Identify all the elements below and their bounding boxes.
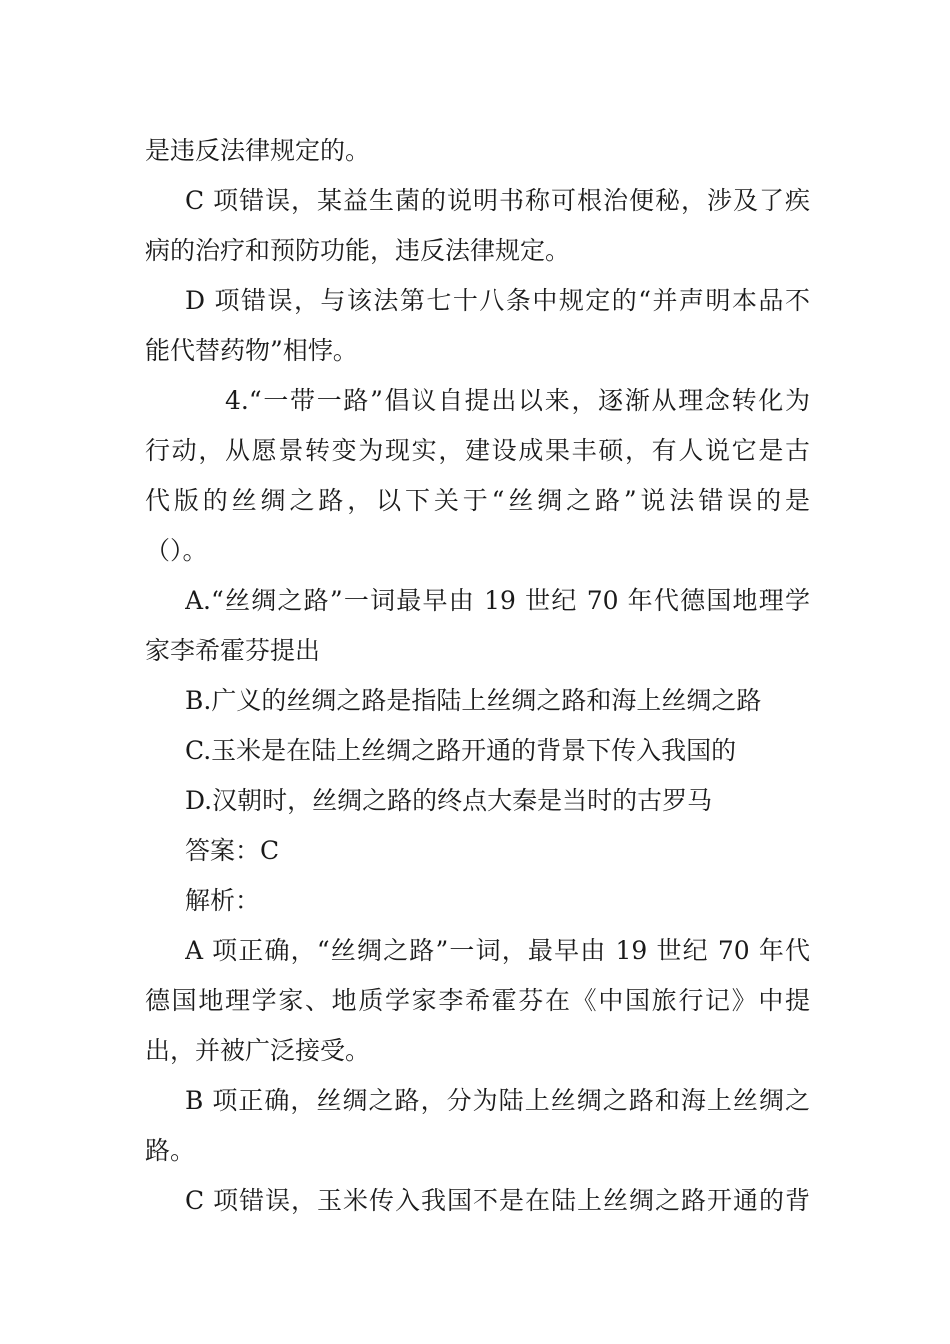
text-line: C 项错误，某益生菌的说明书称可根治便秘，涉及了疾 [185, 186, 810, 215]
option-c: C.玉米是在陆上丝绸之路开通的背景下传入我国的 [185, 736, 737, 765]
text-line: 德国地理学家、地质学家李希霍芬在《中国旅行记》中提 [145, 986, 810, 1015]
text-line: 能代替药物”相悖。 [145, 336, 358, 365]
analysis-heading: 解析： [185, 886, 261, 915]
question-line: 4.“一带一路”倡议自提出以来，逐渐从理念转化为 [225, 386, 810, 415]
text-line: A 项正确，“丝绸之路”一词，最早由 19 世纪 70 年代 [185, 936, 810, 965]
option-d: D.汉朝时，丝绸之路的终点大秦是当时的古罗马 [185, 786, 713, 815]
answer-line: 答案：C [185, 836, 280, 865]
question-line: （）。 [145, 536, 208, 565]
text-line: B 项正确，丝绸之路，分为陆上丝绸之路和海上丝绸之 [185, 1086, 810, 1115]
text-line: 路。 [145, 1136, 196, 1165]
option-a-continued: 家李希霍芬提出 [145, 636, 321, 665]
question-line: 代版的丝绸之路，以下关于“丝绸之路”说法错误的是 [145, 486, 810, 515]
text-line: C 项错误，玉米传入我国不是在陆上丝绸之路开通的背 [185, 1186, 810, 1215]
text-line: 出，并被广泛接受。 [145, 1036, 371, 1065]
question-line: 行动，从愿景转变为现实，建设成果丰硕，有人说它是古 [145, 436, 810, 465]
text-line: 病的治疗和预防功能，违反法律规定。 [145, 236, 571, 265]
option-a: A.“丝绸之路”一词最早由 19 世纪 70 年代德国地理学 [185, 586, 810, 615]
text-line: D 项错误，与该法第七十八条中规定的“并声明本品不 [185, 286, 810, 315]
text-line: 是违反法律规定的。 [145, 136, 371, 165]
option-b: B.广义的丝绸之路是指陆上丝绸之路和海上丝绸之路 [185, 686, 762, 715]
